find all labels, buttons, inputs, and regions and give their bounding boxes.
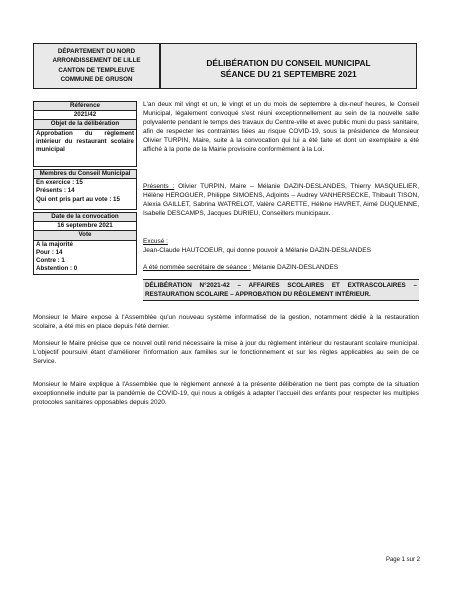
reference-box xyxy=(33,101,137,167)
session-date: SÉANCE DU 21 SEPTEMBRE 2021 xyxy=(220,68,357,79)
secretaire-label: A été nommée secrétaire de séance : xyxy=(143,264,251,271)
presents-count: Présents : 14 xyxy=(36,187,75,195)
dept-line: ARRONDISSEMENT DE LILLE xyxy=(52,57,141,65)
vote-box xyxy=(33,212,137,275)
page-number: Page 1 sur 2 xyxy=(385,557,420,563)
objet-value: Approbation du règlement intérieur du restaurant scolaire municipal xyxy=(36,129,134,154)
deliberation-title: DÉLIBÉRATION N°2021-42 – AFFAIRES SCOLAIRES ET EXTRASCOLAIRES – RESTAURATION SCOLAIRE – APPROBATION DU RÈGLEMENT INTÉRIEUR. xyxy=(143,279,419,301)
en-exercice: En exercice : 15 xyxy=(36,179,83,187)
document-title xyxy=(160,43,417,89)
excuse-label: Excusé : xyxy=(143,238,168,245)
body-paragraph: Monsieur le Maire explique à l'Assemblée que le règlement annexé à la présente délibération ne tient pas compte de la situation exceptionnelle induite par la pandémie de COVID-19, qui nous a obligés à adapter l'accueil des enfants pour respecter les multiples protocoles sanitaires opposables depuis 2020. xyxy=(33,381,419,406)
excuse-paragraph xyxy=(143,238,419,256)
department-header xyxy=(33,43,160,89)
vote-contre: Contre : 1 xyxy=(36,257,65,265)
vote-abstention: Abstention : 0 xyxy=(36,265,78,273)
presents-list: Olivier TURPIN, Maire – Mélanie DAZIN-DESLANDES, Thierry MASQUELIER, Hélène HEROGUER, Philippe SIMOENS, Adjoints – Audrey VANHERSECKE, Thibault TISON, Alexia GAILLET, Sabrina WATRELOT, Valère CARETTE, Hélène HAVRET, Aimé DUQUENNE, Isabelle DESCAMPS, Jacques DURIEU, Conseillers municipaux. xyxy=(143,183,419,217)
dept-line: CANTON DE TEMPLEUVE xyxy=(58,66,135,74)
intro-paragraph: L'an deux mil vingt et un, le vingt et un du mois de septembre à dix-neuf heures, le Conseil Municipal, légalement convoqué s'est réuni exceptionnellement au sein de la nouvelle salle polyvalente pendant le temps des travaux du Centre-ville et avec public muni du pass sanitaire, afin de respecter les contraintes liées au risque COVID-19, sous la présidence de Monsieur Olivier TURPIN, Maire, suite à la convocation qui lui a été faite et dont un exemplaire a été affiché à la porte de la Mairie provisoire conformément à la Loi. xyxy=(143,101,419,153)
title-line: DÉLIBÉRATION DU CONSEIL MUNICIPAL xyxy=(206,58,371,68)
reference-value: 2021/42 xyxy=(34,111,136,120)
vote-label: Vote xyxy=(34,231,136,240)
secretaire-name: Mélanie DAZIN-DESLANDES xyxy=(250,264,339,271)
reference-label: Référence xyxy=(34,102,136,111)
membres-label: Membres du Conseil Municipal xyxy=(34,170,136,179)
convocation-date: 16 septembre 2021 xyxy=(34,222,136,231)
votants-count: Qui ont pris part au vote : 15 xyxy=(36,195,120,203)
presents-paragraph xyxy=(143,183,419,219)
vote-pour: Pour : 14 xyxy=(36,248,63,256)
membres-box xyxy=(33,169,137,210)
objet-label: Objet de la délibération xyxy=(34,120,136,129)
secretaire-paragraph xyxy=(143,264,419,273)
vote-majorite: A la majorité xyxy=(36,240,73,248)
body-paragraph: Monsieur le Maire expose à l'Assemblée qu'un nouveau système informatisé de la gestion, notamment dédié à la restauration scolaire, a été mis en place depuis l'été dernier. xyxy=(33,314,419,330)
dept-line: DÉPARTEMENT DU NORD xyxy=(57,48,136,55)
convocation-label: Date de la convocation xyxy=(34,213,136,222)
body-paragraph: Monsieur le Maire précise que ce nouvel outil rend nécessaire la mise à jour du règlement intérieur du restaurant scolaire municipal. L'objectif poursuivi étant d'améliorer l'information aux familles sur le fonctionnement et sur les règles applicables au sein de ce Service. xyxy=(33,340,419,365)
presents-label: Présents : xyxy=(143,183,175,190)
dept-line: COMMUNE DE GRUSON xyxy=(60,76,133,84)
excuse-text: Jean-Claude HAUTCOEUR, qui donne pouvoir à Mélanie DAZIN-DESLANDES xyxy=(143,246,371,254)
